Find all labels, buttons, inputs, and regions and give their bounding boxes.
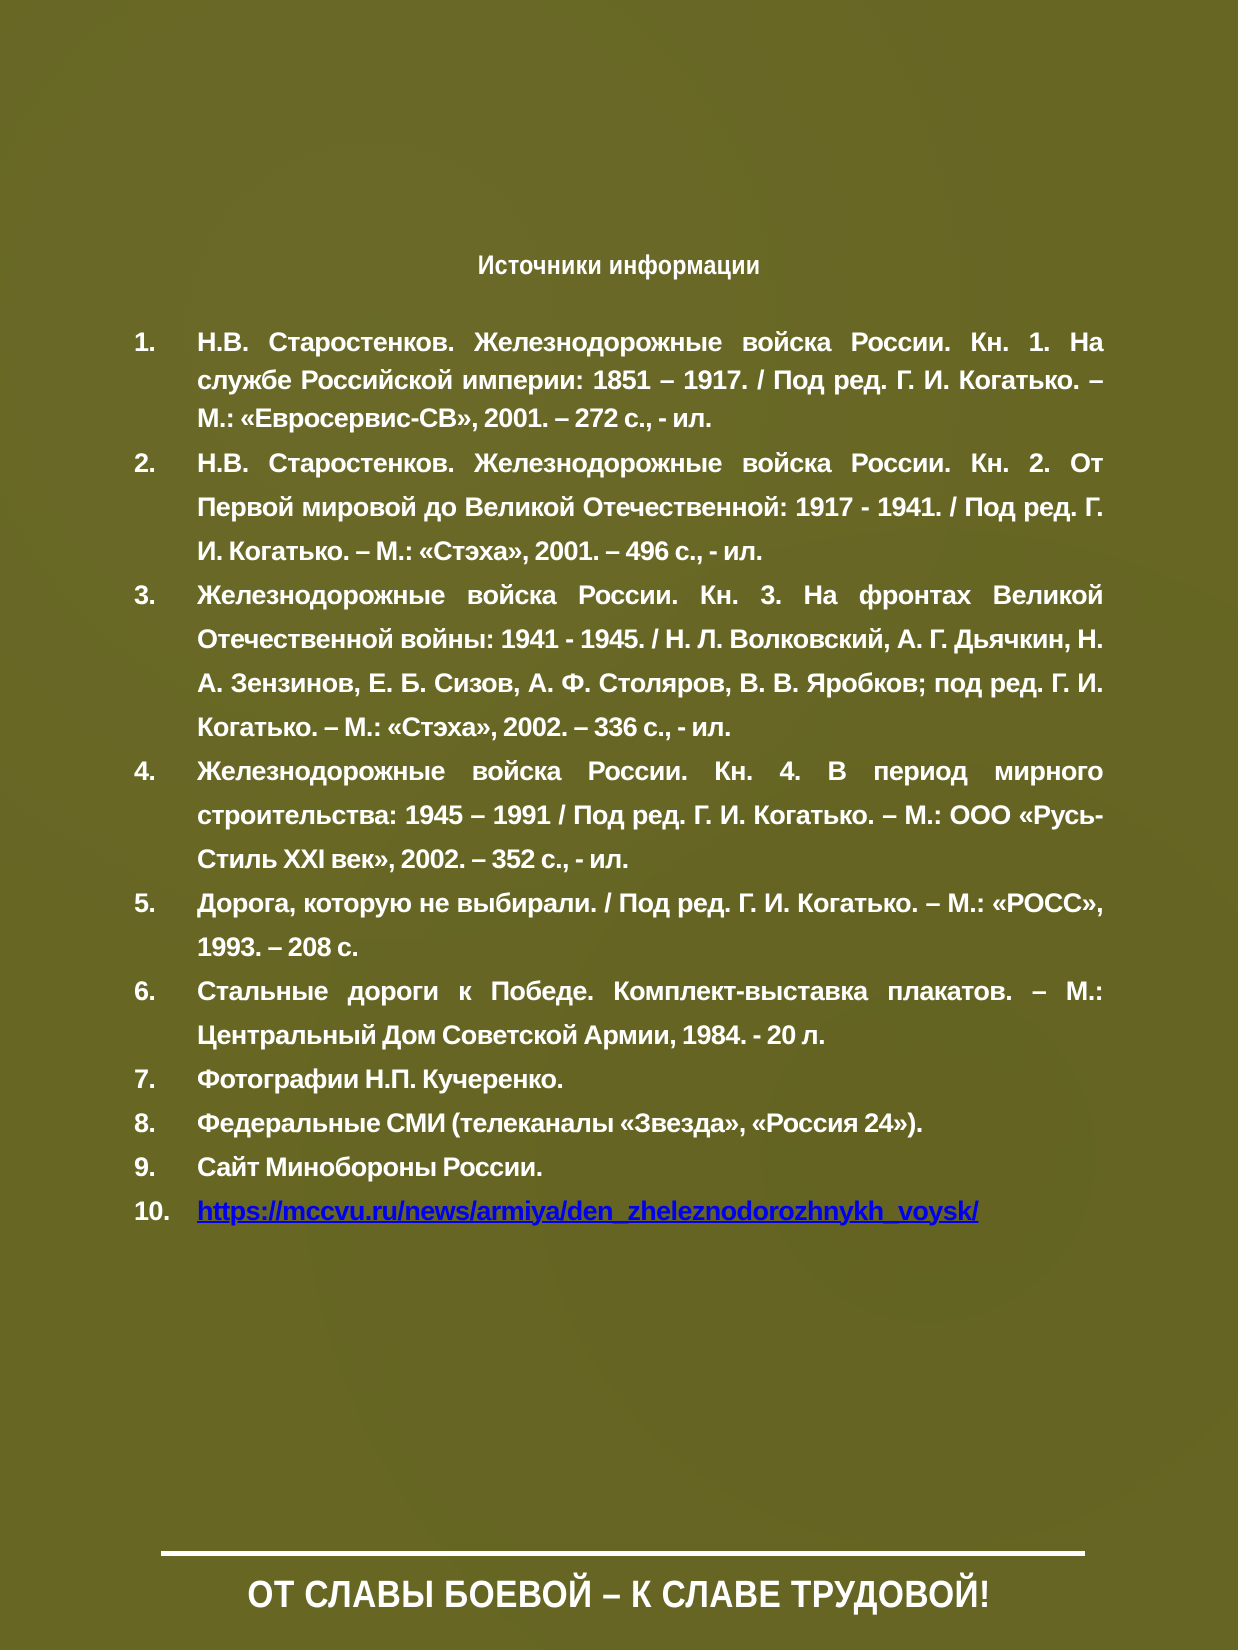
source-text: Железнодорожные войска России. Кн. 3. На фронтах Великой Отечественной войны: 1941 - 1945. / Н. Л. Волковский, А. Г. Дьячкин, Н. А. Зензинов, Е. Б. Сизов, А. Ф. Столяров, В. В. Яробков; под ред. Г. И. Когатько. – М.: «Стэха», 2002. – 336 с., - ил. xyxy=(197,580,1103,742)
source-number: 1. xyxy=(134,327,156,357)
source-item-1 xyxy=(134,323,1103,437)
source-item-5 xyxy=(134,881,1103,969)
source-item-6 xyxy=(134,969,1103,1057)
source-item-10 xyxy=(134,1189,1103,1233)
source-number: 2. xyxy=(134,448,156,478)
source-text: Федеральные СМИ (телеканалы «Звезда», «Россия 24»). xyxy=(197,1108,923,1138)
source-text: Железнодорожные войска России. Кн. 4. В период мирного строительства: 1945 – 1991 / Под ред. Г. И. Когатько. – М.: ООО «Русь-Стиль XXI век», 2002. – 352 с., - ил. xyxy=(197,756,1103,874)
source-text: Н.В. Старостенков. Железнодорожные войска России. Кн. 2. От Первой мировой до Великой Отечественной: 1917 - 1941. / Под ред. Г. И. Когатько. – М.: «Стэха», 2001. – 496 с., - ил. xyxy=(197,448,1103,566)
source-number: 7. xyxy=(134,1064,156,1094)
source-text: Н.В. Старостенков. Железнодорожные войска России. Кн. 1. На службе Российской империи: 1851 – 1917. / Под ред. Г. И. Когатько. – М.: «Евросервис-СВ», 2001. – 272 с., - ил. xyxy=(197,327,1103,433)
source-number: 6. xyxy=(134,976,156,1006)
source-item-7 xyxy=(134,1057,1103,1101)
source-text: Дорога, которую не выбирали. / Под ред. Г. И. Когатько. – М.: «РОСС», 1993. – 208 с. xyxy=(197,888,1103,962)
source-number: 4. xyxy=(134,756,156,786)
source-item-8 xyxy=(134,1101,1103,1145)
source-link[interactable]: https://mccvu.ru/news/armiya/den_zheleznodorozhnykh_voysk/ xyxy=(197,1196,979,1226)
sources-list xyxy=(134,323,1103,1233)
footer-divider xyxy=(161,1551,1085,1556)
source-number: 9. xyxy=(134,1152,156,1182)
page-title: Источники информации xyxy=(477,250,761,280)
source-item-3 xyxy=(134,573,1103,749)
footer-slogan: ОТ СЛАВЫ БОЕВОЙ – К СЛАВЕ ТРУДОВОЙ! xyxy=(247,1574,991,1616)
source-item-2 xyxy=(134,441,1103,573)
source-number: 10. xyxy=(134,1196,170,1226)
source-text: Сайт Минобороны России. xyxy=(197,1152,543,1182)
source-item-4 xyxy=(134,749,1103,881)
source-number: 8. xyxy=(134,1108,156,1138)
source-text: Фотографии Н.П. Кучеренко. xyxy=(197,1064,564,1094)
source-text: Стальные дороги к Победе. Комплект-выставка плакатов. – М.: Центральный Дом Советской Армии, 1984. - 20 л. xyxy=(197,976,1103,1050)
source-number: 3. xyxy=(134,580,156,610)
source-number: 5. xyxy=(134,888,156,918)
source-item-9 xyxy=(134,1145,1103,1189)
